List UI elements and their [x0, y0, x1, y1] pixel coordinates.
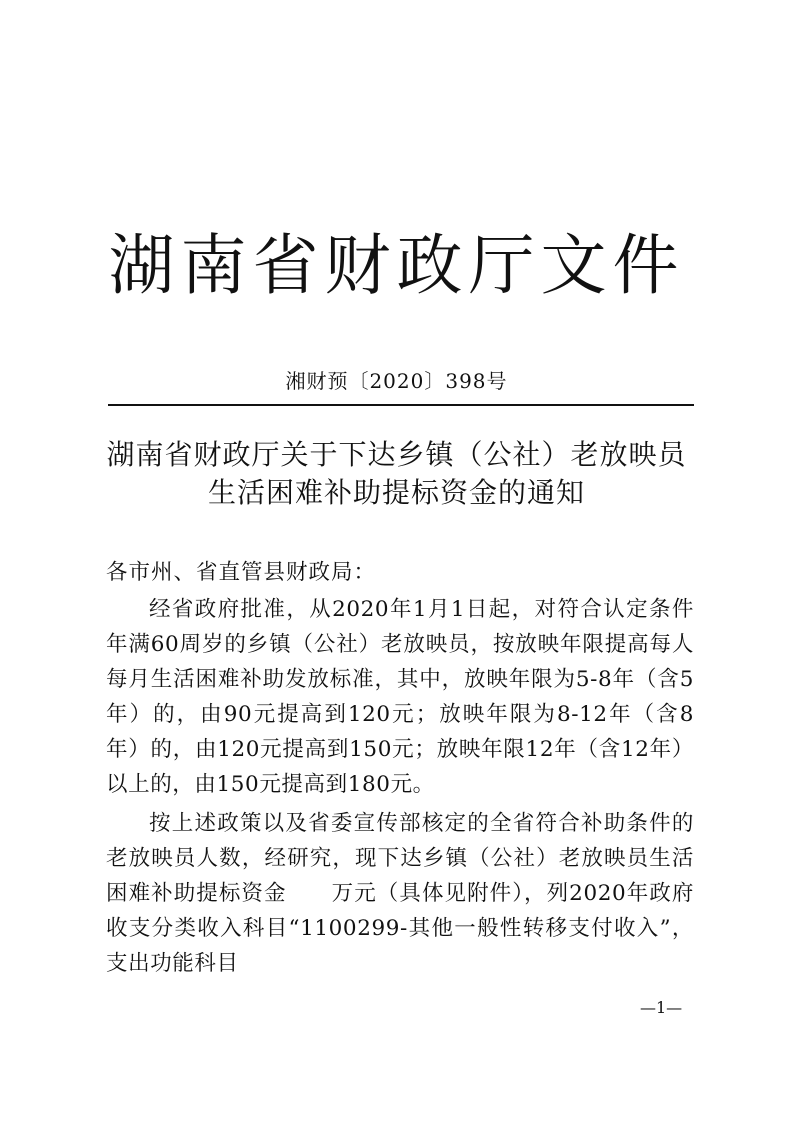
page-number: —1—: [640, 998, 683, 1017]
document-masthead: 湖南省财政厅文件: [108, 227, 685, 304]
header-divider: [108, 404, 694, 406]
document-number: 湘财预〔2020〕398号: [285, 369, 508, 393]
body-paragraph-1: 经省政府批准，从2020年1月1日起，对符合认定条件年满60周岁的乡镇（公社）老放映员，按放映年限提高每人每月生活困难补助发放标准，其中，放映年限为5-8年（含5年）的，由90元提高到120元；放映年限为8-12年（含8年）的，由120元提高到150元；放映年限12年（含12年）以上的，由150元提高到180元。: [106, 597, 694, 797]
notice-body: [106, 555, 694, 981]
notice-title-line-2: 生活困难补助提标资金的通知: [207, 476, 585, 509]
notice-title: [90, 436, 703, 512]
salutation: 各市州、省直管县财政局：: [106, 560, 377, 585]
body-paragraph-2: 按上述政策以及省委宣传部核定的全省符合补助条件的老放映员人数，经研究，现下达乡镇（公社）老放映员生活困难补助提标资金 万元（具体见附件），列2020年政府收支分类收入科目“1100299-其他一般性转移支付收入”，支出功能科目: [106, 811, 694, 976]
notice-title-line-1: 湖南省财政厅关于下达乡镇（公社）老放映员: [106, 438, 687, 471]
